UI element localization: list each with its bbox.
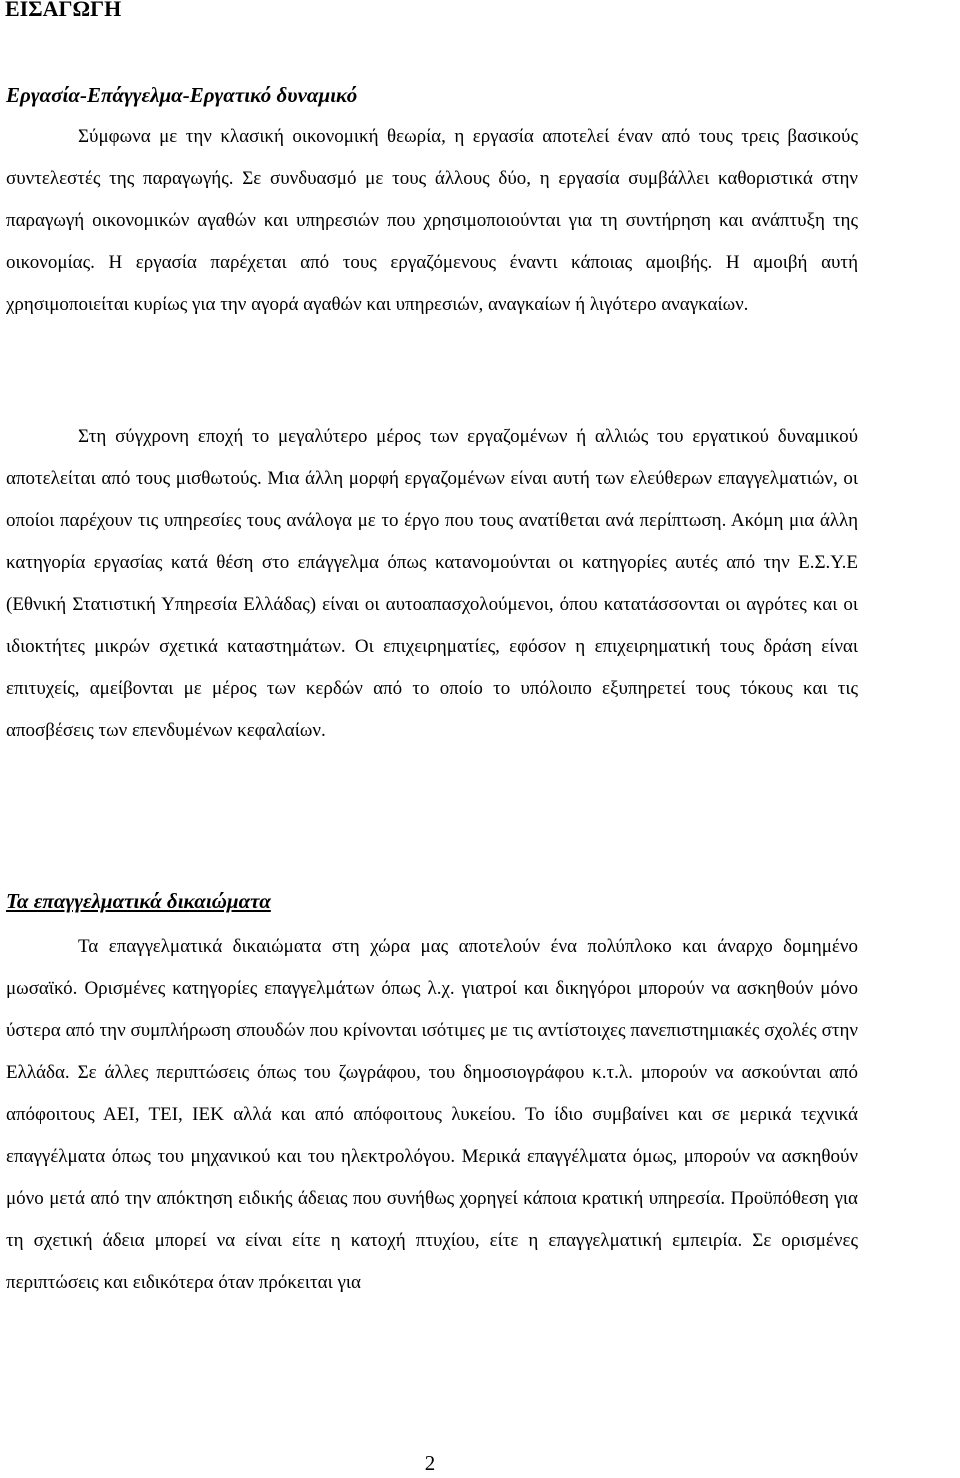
paragraph-professional-rights: Τα επαγγελματικά δικαιώματα στη χώρα μας αποτελούν ένα πολύπλοκο και άναρχο δομημένο μωσαϊκό. Ορισμένες κατηγορίες επαγγελμάτων όπως λ.χ. γιατροί και δικηγόροι μπορούν να ασκηθούν μόνο ύστερα από την συμπλήρωση σπουδών που κρίνονται ισότιμες με τις αντίστοιχες πανεπιστημιακές σχολές στην Ελλάδα. Σε άλλες περιπτώσεις όπως του ζωγράφου, του δημοσιογράφου κ.τ.λ. μπορούν να ασκούνται από απόφοιτους ΑΕΙ, ΤΕΙ, ΙΕΚ αλλά και από απόφοιτους λυκείου. Το ίδιο συμβαίνει και σε μερικά τεχνικά επαγγέλματα όπως του μηχανικού και του ηλεκτρολόγου. Μερικά επαγγέλματα όμως, μπορούν να ασκηθούν μόνο μετά από την απόκτηση ειδικής άδειας που συνήθως χορηγεί κάποια κρατική υπηρεσία. Προϋπόθεση για τη σχετική άδεια μπορεί να είναι είτε η κατοχή πτυχίου, είτε η επαγγελματική εμπειρία. Σε ορισμένες περιπτώσεις και ειδικότερα όταν πρόκειται για [6,936,858,1293]
chapter-heading: ΕΙΣΑΓΩΓΗ [5,0,122,21]
section-title-professional-rights: Τα επαγγελματικά δικαιώματα [6,889,271,913]
page-number: 2 [424,1451,436,1475]
paragraph-modern-workforce: Στη σύγχρονη εποχή το μεγαλύτερο μέρος των εργαζομένων ή αλλιώς του εργατικού δυναμικού αποτελείται από τους μισθωτούς. Μια άλλη μορφή εργαζομένων είναι αυτή των ελεύθερων επαγγελματιών, οι οποίοι παρέχουν τις υπηρεσίες τους ανάλογα με το έργο που τους ανατίθεται ανά περίπτωση. Ακόμη μια άλλη κατηγορία εργασίας κατά θέση στο επάγγελμα όπως κατανομούνται οι κατηγορίες αυτές από την Ε.Σ.Υ.Ε (Εθνική Στατιστική Υπηρεσία Ελλάδας) είναι οι αυτοαπασχολούμενοι, όπου κατατάσσονται οι αγρότες και οι ιδιοκτήτες μικρών σχετικά καταστημάτων. Οι επιχειρηματίες, εφόσον η επιχειρηματική τους δράση είναι επιτυχείς, αμείβονται με μέρος των κερδών από το οποίο το υπόλοιπο εξυπηρετεί τους τόκους και τις αποσβέσεις των επενδυμένων κεφαλαίων. [6,426,858,741]
paragraph-classical-theory: Σύμφωνα με την κλασική οικονομική θεωρία, η εργασία αποτελεί έναν από τους τρεις βασικούς συντελεστές της παραγωγής. Σε συνδυασμό με τους άλλους δύο, η εργασία συμβάλλει καθοριστικά στην παραγωγή οικονομικών αγαθών και υπηρεσιών που χρησιμοποιούνται για τη συντήρηση και ανάπτυξη της οικονομίας. Η εργασία παρέχεται από τους εργαζόμενους έναντι κάποιας αμοιβής. Η αμοιβή αυτή χρησιμοποιείται κυρίως για την αγορά αγαθών και υπηρεσιών, αναγκαίων ή λιγότερο αναγκαίων. [6,126,858,315]
section-title-work-profession: Εργασία-Επάγγελμα-Εργατικό δυναμικό [6,83,358,107]
